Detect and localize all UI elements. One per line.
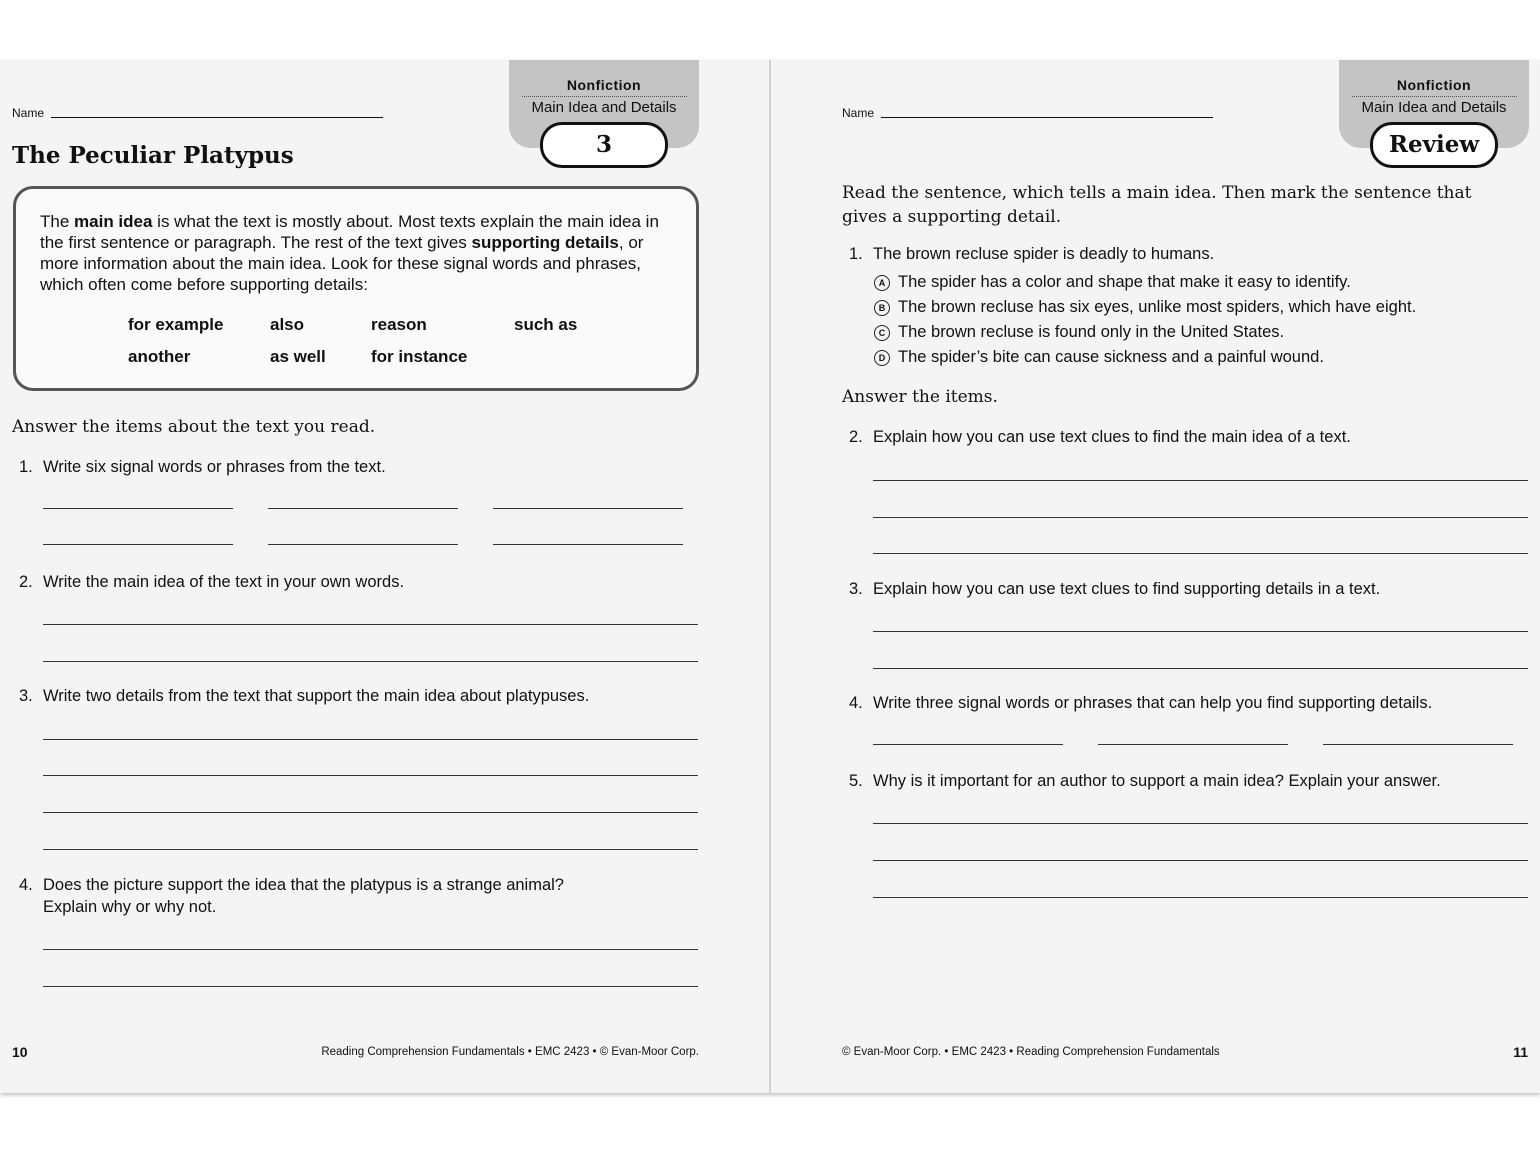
- answer-line[interactable]: [873, 480, 1528, 481]
- tab-subtitle: Main Idea and Details: [1361, 99, 1507, 116]
- answer-line[interactable]: [43, 508, 233, 509]
- answer-line[interactable]: [43, 949, 698, 950]
- question-number: 5.: [849, 772, 863, 790]
- answer-line[interactable]: [43, 812, 698, 813]
- answer-line[interactable]: [268, 544, 458, 545]
- question: [849, 426, 1351, 448]
- left-page: [0, 60, 769, 1093]
- tab-divider: [1352, 96, 1517, 97]
- answer-line[interactable]: [873, 744, 1063, 745]
- question-text-continued: Explain why or why not.: [43, 898, 217, 916]
- answer-line[interactable]: [873, 823, 1528, 824]
- signal-word: for example: [128, 315, 224, 334]
- workbook-spread: [0, 60, 1540, 1093]
- question-text: Why is it important for an author to support a main idea? Explain your answer.: [873, 772, 1441, 790]
- bubble-icon[interactable]: D: [874, 350, 890, 366]
- info-text: The main idea is what the text is mostly about. Most texts explain the main idea in the first sentence or paragraph. The rest of the text gives supporting details, or more information about the main idea. Look for these signal words and phrases, which often come before supporting details:: [40, 212, 659, 294]
- review-badge: Review: [1370, 122, 1498, 168]
- bubble-icon[interactable]: B: [874, 300, 890, 316]
- answer-line[interactable]: [873, 860, 1528, 861]
- name-label: Name: [842, 106, 875, 120]
- question: [849, 692, 1433, 714]
- question-text: Does the picture support the idea that the platypus is a strange animal?: [43, 876, 564, 894]
- signal-word: as well: [270, 347, 326, 366]
- question-number: 2.: [849, 428, 863, 446]
- question: [19, 571, 405, 593]
- answer-line[interactable]: [873, 631, 1528, 632]
- question-number: 3.: [849, 580, 863, 598]
- answer-line[interactable]: [493, 508, 683, 509]
- answer-line[interactable]: [873, 553, 1528, 554]
- page-number: 10: [12, 1044, 28, 1060]
- question-text: The brown recluse spider is deadly to humans.: [873, 245, 1215, 263]
- question-text: Write six signal words or phrases from the text.: [43, 458, 386, 476]
- answer-line[interactable]: [873, 897, 1528, 898]
- tab-category: Nonfiction: [566, 77, 642, 93]
- page-title: The Peculiar Platypus: [12, 142, 294, 169]
- answer-line[interactable]: [43, 544, 233, 545]
- name-label: Name: [12, 106, 45, 120]
- bubble-icon[interactable]: C: [874, 325, 890, 341]
- question-text: Explain how you can use text clues to find the main idea of a text.: [873, 428, 1351, 446]
- question-number: 1.: [849, 245, 863, 263]
- signal-word: reason: [371, 315, 427, 334]
- question-text: Write three signal words or phrases that can help you find supporting details.: [873, 694, 1433, 712]
- right-page: [771, 60, 1540, 1093]
- info-box: [13, 186, 699, 391]
- name-line[interactable]: [51, 117, 383, 118]
- name-line[interactable]: [881, 117, 1213, 118]
- answer-line[interactable]: [1098, 744, 1288, 745]
- question-text: Explain how you can use text clues to find supporting details in a text.: [873, 580, 1381, 598]
- instructions-answer: Answer the items.: [842, 387, 998, 407]
- question-number: 2.: [19, 573, 33, 591]
- instructions: Answer the items about the text you read.: [12, 417, 376, 437]
- bubble-icon[interactable]: A: [874, 275, 890, 291]
- instructions: [842, 181, 1471, 229]
- answer-line[interactable]: [43, 661, 698, 662]
- question: [849, 243, 1215, 265]
- question: [849, 578, 1381, 600]
- answer-line[interactable]: [43, 739, 698, 740]
- page-number: 11: [1513, 1044, 1528, 1060]
- question: [19, 685, 590, 707]
- question-number: 4.: [19, 876, 33, 894]
- footer-credit: Reading Comprehension Fundamentals • EMC 2423 • © Evan-Moor Corp.: [321, 1046, 699, 1058]
- answer-line[interactable]: [43, 624, 698, 625]
- lesson-number-badge: 3: [540, 122, 668, 168]
- tab-divider: [522, 96, 687, 97]
- answer-line[interactable]: [43, 849, 698, 850]
- instructions-line-1: Read the sentence, which tells a main idea. Then mark the sentence that: [842, 183, 1472, 203]
- signal-word: such as: [514, 315, 578, 334]
- question-number: 1.: [19, 458, 33, 476]
- instructions-line-2: gives a supporting detail.: [842, 207, 1062, 227]
- question: [19, 874, 564, 918]
- answer-line[interactable]: [493, 544, 683, 545]
- answer-line[interactable]: [43, 986, 698, 987]
- lesson-tab: [509, 60, 699, 158]
- answer-line[interactable]: [873, 668, 1528, 669]
- answer-option-d[interactable]: D The spider’s bite can cause sickness and a painful wound.: [874, 348, 1324, 367]
- signal-word: for instance: [371, 347, 468, 366]
- signal-word: another: [128, 347, 191, 366]
- answer-option-a[interactable]: A The spider has a color and shape that make it easy to identify.: [874, 273, 1351, 292]
- question: [849, 770, 1441, 792]
- question-number: 3.: [19, 687, 33, 705]
- answer-line[interactable]: [1323, 744, 1513, 745]
- answer-option-c[interactable]: C The brown recluse is found only in the United States.: [874, 323, 1284, 342]
- footer-credit: © Evan-Moor Corp. • EMC 2423 • Reading Comprehension Fundamentals: [842, 1046, 1220, 1058]
- signal-word: also: [270, 315, 305, 334]
- answer-option-b[interactable]: B The brown recluse has six eyes, unlike most spiders, which have eight.: [874, 298, 1416, 317]
- question-number: 4.: [849, 694, 863, 712]
- tab-subtitle: Main Idea and Details: [531, 99, 677, 116]
- answer-line[interactable]: [43, 775, 698, 776]
- tab-category: Nonfiction: [1396, 77, 1472, 93]
- answer-line[interactable]: [873, 517, 1528, 518]
- question: [19, 456, 386, 478]
- answer-line[interactable]: [268, 508, 458, 509]
- lesson-tab: [1339, 60, 1529, 158]
- question-text: Write two details from the text that support the main idea about platypuses.: [43, 687, 590, 705]
- question-text: Write the main idea of the text in your own words.: [43, 573, 405, 591]
